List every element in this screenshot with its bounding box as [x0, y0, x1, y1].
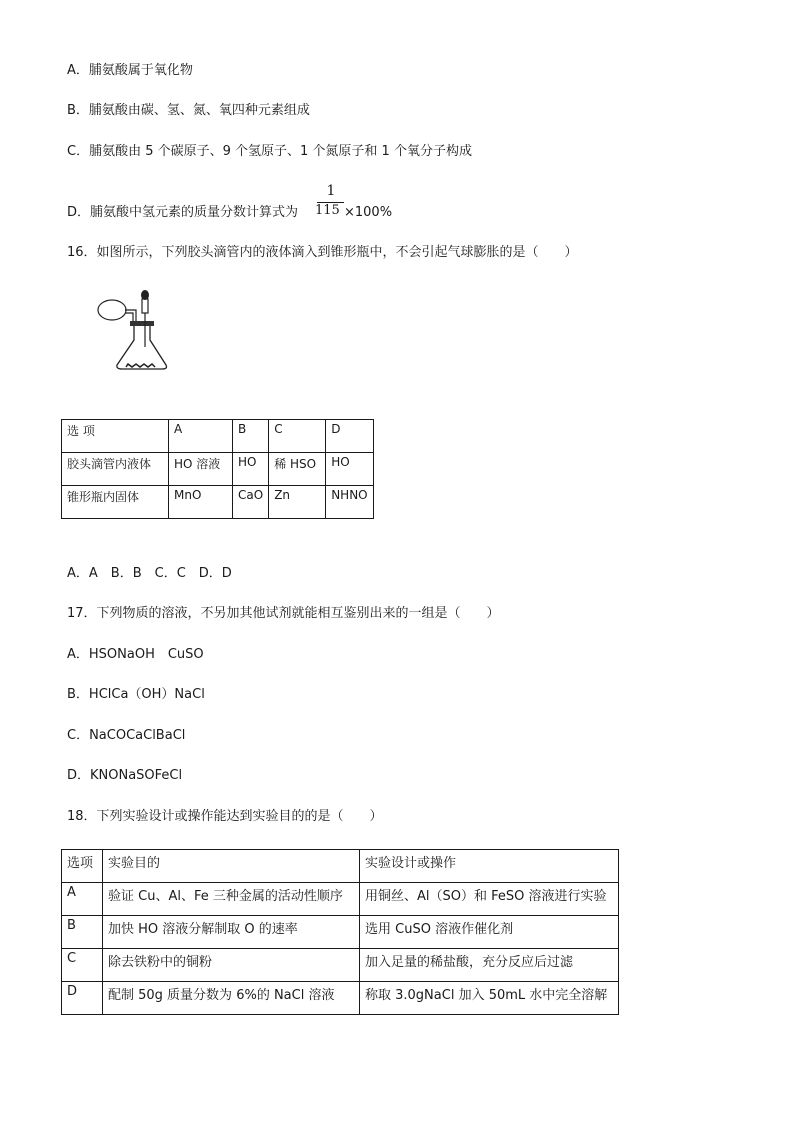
table-cell: D [326, 420, 373, 453]
table-cell: 胶头滴管内液体 [62, 453, 169, 486]
table-row [62, 453, 374, 486]
q16-stem: 16．如图所示，下列胶头滴管内的液体滴入到锥形瓶中，不会引起气球膨胀的是（ ） [67, 245, 578, 260]
table-cell: Zn [269, 486, 326, 519]
table-cell: 选 项 [62, 420, 169, 453]
table-cell: HO [326, 453, 373, 486]
q16-answer-options: A．A B．B C．C D．D [67, 566, 232, 581]
table-cell: 称取 3.0gNaCl 加入 50mL 水中完全溶解 [360, 982, 619, 1015]
table-header-row [62, 420, 374, 453]
table-cell: CaO [233, 486, 269, 519]
q17-stem: 17．下列物质的溶液，不另加其他试剂就能相互鉴别出来的一组是（ ） [67, 606, 500, 621]
table-cell: C [62, 949, 103, 982]
table-cell: C [269, 420, 326, 453]
table-cell: D [62, 982, 103, 1015]
table-cell: HO [233, 453, 269, 486]
table-row [62, 916, 619, 949]
q15-option-a: A．脯氨酸属于氧化物 [67, 63, 193, 78]
table-cell: 配制 50g 质量分数为 6%的 NaCl 溶液 [103, 982, 360, 1015]
table-row [62, 982, 619, 1015]
table-cell: 选用 CuSO 溶液作催化剂 [360, 916, 619, 949]
q17-option-c: C．NaCOCaClBaCl [67, 728, 186, 743]
q17-option-b: B．HClCa（OH）NaCl [67, 687, 205, 702]
table-cell: B [62, 916, 103, 949]
flask-balloon-apparatus-figure [92, 285, 172, 371]
q18-options-table [61, 849, 619, 1015]
table-cell: 实验设计或操作 [360, 850, 619, 883]
fraction-suffix: ×100% [344, 205, 393, 220]
q15-option-c: C．脯氨酸由 5 个碳原子、9 个氢原子、1 个氮原子和 1 个氧分子构成 [67, 144, 472, 159]
table-header-row [62, 850, 619, 883]
table-cell: A [62, 883, 103, 916]
table-cell: 除去铁粉中的铜粉 [103, 949, 360, 982]
fraction-denominator: 115 [315, 203, 340, 218]
table-cell: 选项 [62, 850, 103, 883]
q16-options-table [61, 419, 374, 519]
fraction-numerator: 1 [326, 183, 336, 199]
table-row [62, 883, 619, 916]
table-cell: 实验目的 [103, 850, 360, 883]
table-cell: 验证 Cu、Al、Fe 三种金属的活动性顺序 [103, 883, 360, 916]
table-cell: 用铜丝、Al（SO）和 FeSO 溶液进行实验 [360, 883, 619, 916]
table-cell: HO 溶液 [169, 453, 233, 486]
q15-option-d: D．脯氨酸中氢元素的质量分数计算式为 [67, 205, 299, 220]
q17-option-d: D．KNONaSOFeCl [67, 768, 183, 783]
table-cell: 锥形瓶内固体 [62, 486, 169, 519]
table-cell: A [169, 420, 233, 453]
q15-option-b: B．脯氨酸由碳、氢、氮、氧四种元素组成 [67, 103, 310, 118]
q17-option-a: A．HSONaOH CuSO [67, 647, 204, 662]
table-cell: NHNO [326, 486, 373, 519]
q18-stem: 18．下列实验设计或操作能达到实验目的的是（ ） [67, 809, 383, 824]
table-row [62, 486, 374, 519]
table-cell: 加快 HO 溶液分解制取 O 的速率 [103, 916, 360, 949]
table-cell: 稀 HSO [269, 453, 326, 486]
table-cell: B [233, 420, 269, 453]
table-cell: 加入足量的稀盐酸，充分反应后过滤 [360, 949, 619, 982]
table-row [62, 949, 619, 982]
table-cell: MnO [169, 486, 233, 519]
